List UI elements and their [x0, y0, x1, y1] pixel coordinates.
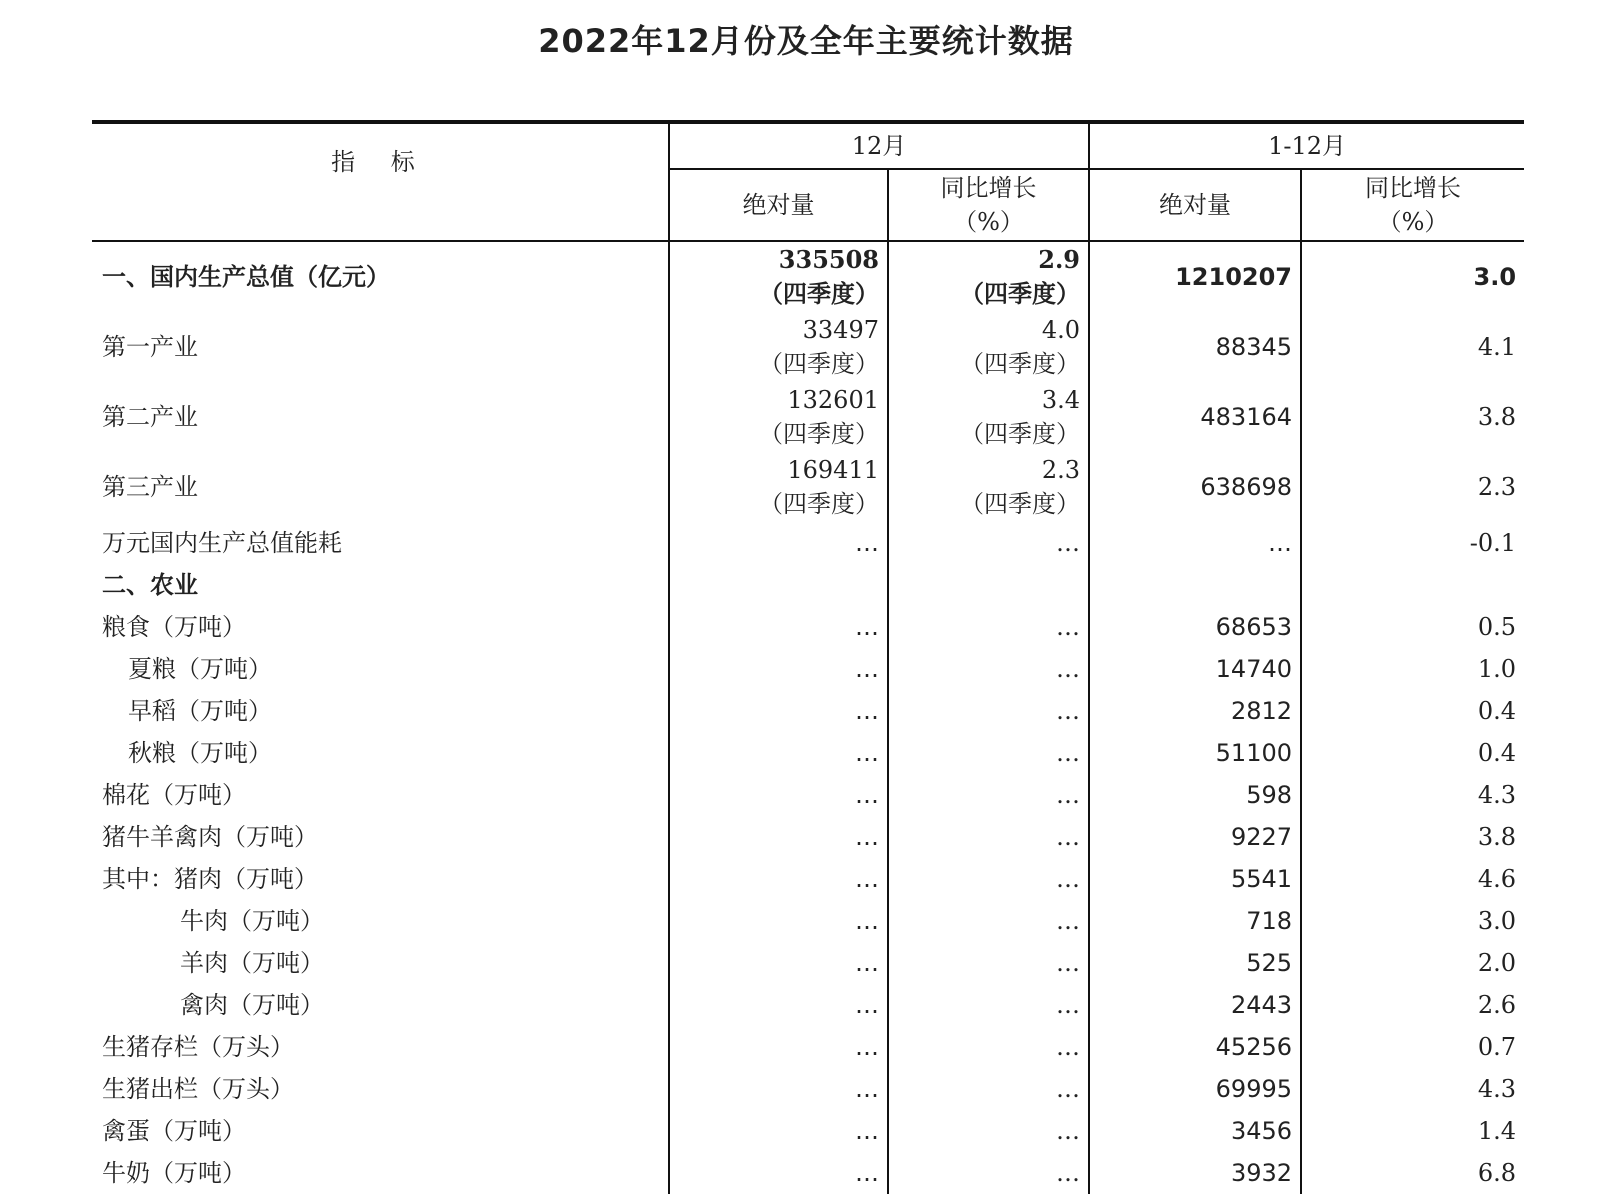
month-growth-cell: … — [888, 1026, 1089, 1068]
month-growth-header: 同比增长 （%） — [888, 169, 1089, 241]
table-row — [92, 690, 1524, 732]
month-abs-cell: 33497 （四季度） — [669, 312, 888, 382]
ytd-growth-cell: 2.0 — [1301, 942, 1524, 984]
ytd-abs-cell — [1089, 564, 1301, 606]
ytd-growth-cell: 2.6 — [1301, 984, 1524, 1026]
ytd-abs-cell: … — [1089, 522, 1301, 564]
table-row — [92, 564, 1524, 606]
month-growth-cell: … — [888, 1152, 1089, 1194]
month-abs-cell: 169411 （四季度） — [669, 452, 888, 522]
table-row — [92, 942, 1524, 984]
ytd-abs-cell: 2812 — [1089, 690, 1301, 732]
month-header: 12月 — [669, 122, 1089, 169]
ytd-growth-cell: 1.4 — [1301, 1110, 1524, 1152]
month-growth-cell — [888, 564, 1089, 606]
month-abs-cell: … — [669, 1026, 888, 1068]
ytd-abs-cell: 51100 — [1089, 732, 1301, 774]
table-row — [92, 648, 1524, 690]
ytd-abs-cell: 45256 — [1089, 1026, 1301, 1068]
ytd-abs-cell: 69995 — [1089, 1068, 1301, 1110]
month-growth-cell: … — [888, 648, 1089, 690]
ytd-abs-header: 绝对量 — [1089, 169, 1301, 241]
month-abs-cell: … — [669, 648, 888, 690]
month-growth-cell: 2.9 （四季度） — [888, 241, 1089, 312]
ytd-abs-cell: 3456 — [1089, 1110, 1301, 1152]
statistics-table — [92, 120, 1524, 1194]
ytd-growth-cell: 0.5 — [1301, 606, 1524, 648]
month-abs-cell: … — [669, 816, 888, 858]
row-label: 牛奶（万吨） — [102, 1159, 246, 1187]
ytd-growth-cell: 4.6 — [1301, 858, 1524, 900]
month-abs-cell: … — [669, 984, 888, 1026]
table-row — [92, 732, 1524, 774]
month-abs-cell: … — [669, 1068, 888, 1110]
ytd-abs-cell: 9227 — [1089, 816, 1301, 858]
row-label: 第二产业 — [102, 403, 198, 431]
row-label: 生猪出栏（万头） — [102, 1075, 294, 1103]
month-abs-cell: 335508 （四季度） — [669, 241, 888, 312]
month-abs-header: 绝对量 — [669, 169, 888, 241]
month-growth-cell: … — [888, 732, 1089, 774]
month-growth-cell: … — [888, 1068, 1089, 1110]
page-title: 2022年12月份及全年主要统计数据 — [538, 22, 1074, 60]
ytd-growth-cell: 3.0 — [1301, 241, 1524, 312]
ytd-abs-cell: 88345 — [1089, 312, 1301, 382]
row-label: 其中：猪肉（万吨） — [102, 865, 318, 893]
row-label: 羊肉（万吨） — [180, 949, 324, 977]
ytd-growth-cell: 4.3 — [1301, 1068, 1524, 1110]
month-abs-cell: … — [669, 900, 888, 942]
row-label: 二、农业 — [102, 570, 198, 599]
month-abs-cell: … — [669, 942, 888, 984]
row-label: 万元国内生产总值能耗 — [102, 529, 342, 557]
month-growth-cell: … — [888, 690, 1089, 732]
month-abs-cell: … — [669, 732, 888, 774]
month-abs-cell: … — [669, 1152, 888, 1194]
row-label: 粮食（万吨） — [102, 613, 246, 641]
ytd-abs-cell: 638698 — [1089, 452, 1301, 522]
month-abs-cell: … — [669, 774, 888, 816]
ytd-abs-cell: 5541 — [1089, 858, 1301, 900]
month-growth-cell: … — [888, 606, 1089, 648]
row-label: 早稻（万吨） — [128, 697, 272, 725]
indicator-header: 指 标 — [92, 122, 669, 241]
month-abs-cell: … — [669, 606, 888, 648]
month-growth-cell: … — [888, 942, 1089, 984]
ytd-abs-cell: 598 — [1089, 774, 1301, 816]
row-label: 棉花（万吨） — [102, 781, 246, 809]
ytd-growth-cell: 2.3 — [1301, 452, 1524, 522]
month-abs-cell — [669, 564, 888, 606]
table-row — [92, 382, 1524, 452]
month-growth-cell: … — [888, 1110, 1089, 1152]
ytd-abs-cell: 2443 — [1089, 984, 1301, 1026]
ytd-growth-cell: 1.0 — [1301, 648, 1524, 690]
ytd-growth-cell: 0.4 — [1301, 732, 1524, 774]
month-growth-cell: 3.4 （四季度） — [888, 382, 1089, 452]
row-label: 第三产业 — [102, 473, 198, 501]
month-growth-cell: 2.3 （四季度） — [888, 452, 1089, 522]
ytd-growth-cell: 3.0 — [1301, 900, 1524, 942]
ytd-abs-cell: 718 — [1089, 900, 1301, 942]
table-row — [92, 452, 1524, 522]
table-row — [92, 312, 1524, 382]
table-row — [92, 1068, 1524, 1110]
month-abs-cell: 132601 （四季度） — [669, 382, 888, 452]
month-growth-cell: … — [888, 858, 1089, 900]
ytd-abs-cell: 3932 — [1089, 1152, 1301, 1194]
table-row — [92, 1026, 1524, 1068]
month-growth-cell: … — [888, 816, 1089, 858]
month-abs-cell: … — [669, 1110, 888, 1152]
row-label: 禽肉（万吨） — [180, 991, 324, 1019]
row-label: 禽蛋（万吨） — [102, 1117, 246, 1145]
month-abs-cell: … — [669, 690, 888, 732]
row-label: 第一产业 — [102, 333, 198, 361]
table-row — [92, 816, 1524, 858]
row-label: 一、国内生产总值（亿元） — [102, 262, 390, 291]
month-abs-cell: … — [669, 522, 888, 564]
ytd-abs-cell: 1210207 — [1089, 241, 1301, 312]
table-row — [92, 858, 1524, 900]
ytd-growth-cell: 3.8 — [1301, 816, 1524, 858]
month-growth-cell: … — [888, 900, 1089, 942]
ytd-abs-cell: 525 — [1089, 942, 1301, 984]
month-growth-cell: … — [888, 522, 1089, 564]
row-label: 秋粮（万吨） — [128, 739, 272, 767]
ytd-abs-cell: 14740 — [1089, 648, 1301, 690]
ytd-growth-header: 同比增长 （%） — [1301, 169, 1524, 241]
table-row — [92, 1152, 1524, 1194]
ytd-growth-cell: 4.3 — [1301, 774, 1524, 816]
table-row — [92, 900, 1524, 942]
row-label: 猪牛羊禽肉（万吨） — [102, 823, 318, 851]
ytd-header: 1-12月 — [1089, 122, 1524, 169]
row-label: 牛肉（万吨） — [180, 907, 324, 935]
ytd-growth-cell: 4.1 — [1301, 312, 1524, 382]
ytd-growth-cell: 0.7 — [1301, 1026, 1524, 1068]
row-label: 夏粮（万吨） — [128, 655, 272, 683]
table-row — [92, 984, 1524, 1026]
ytd-growth-cell: 6.8 — [1301, 1152, 1524, 1194]
table-row — [92, 606, 1524, 648]
month-growth-cell: … — [888, 774, 1089, 816]
month-growth-cell: … — [888, 984, 1089, 1026]
ytd-abs-cell: 483164 — [1089, 382, 1301, 452]
ytd-growth-cell: 0.4 — [1301, 690, 1524, 732]
month-abs-cell: … — [669, 858, 888, 900]
table-row — [92, 1110, 1524, 1152]
table-row — [92, 522, 1524, 564]
ytd-abs-cell: 68653 — [1089, 606, 1301, 648]
table-row — [92, 774, 1524, 816]
month-growth-cell: 4.0 （四季度） — [888, 312, 1089, 382]
row-label: 生猪存栏（万头） — [102, 1033, 294, 1061]
ytd-growth-cell: 3.8 — [1301, 382, 1524, 452]
ytd-growth-cell: -0.1 — [1301, 522, 1524, 564]
table-row — [92, 241, 1524, 312]
ytd-growth-cell — [1301, 564, 1524, 606]
